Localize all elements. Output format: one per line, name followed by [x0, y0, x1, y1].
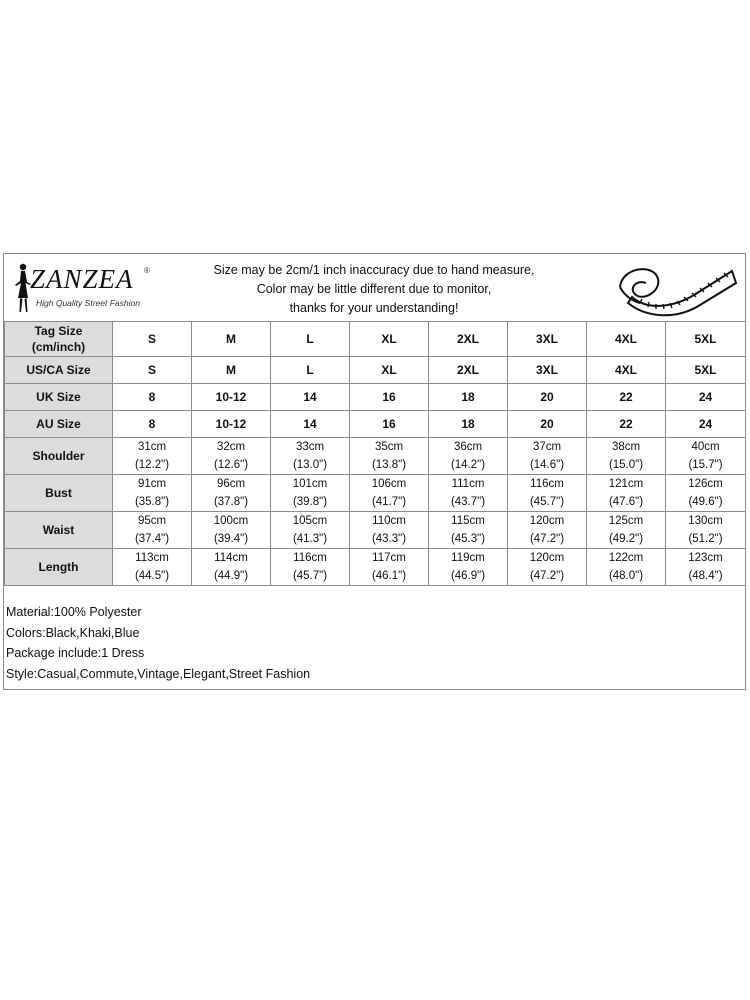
table-cell: 14 [271, 384, 350, 411]
table-cell: 14 [271, 411, 350, 438]
table-cell: 22 [587, 411, 666, 438]
table-cell: 120cm (47.2") [508, 512, 587, 549]
measurement-notice [164, 261, 584, 318]
measuring-tape-icon [614, 257, 738, 317]
table-cell: 95cm (37.4") [113, 512, 192, 549]
table-cell: 125cm (49.2") [587, 512, 666, 549]
table-cell: 16 [350, 411, 429, 438]
table-row [5, 438, 746, 475]
table-cell: 121cm (47.6") [587, 475, 666, 512]
table-row [5, 512, 746, 549]
table-cell: 96cm (37.8") [192, 475, 271, 512]
table-cell: 37cm (14.6") [508, 438, 587, 475]
table-cell: 33cm (13.0") [271, 438, 350, 475]
table-cell: 120cm (47.2") [508, 549, 587, 586]
table-cell: 126cm (49.6") [666, 475, 746, 512]
table-row [5, 411, 746, 438]
table-cell: S [113, 357, 192, 384]
table-cell: L [271, 322, 350, 357]
row-header-tag-size: Tag Size (cm/inch) [5, 322, 113, 357]
table-cell: 123cm (48.4") [666, 549, 746, 586]
table-cell: 31cm (12.2") [113, 438, 192, 475]
table-cell: 20 [508, 411, 587, 438]
table-cell: 8 [113, 384, 192, 411]
row-header-uk-size: UK Size [5, 384, 113, 411]
row-header-shoulder: Shoulder [5, 438, 113, 475]
table-cell: 20 [508, 384, 587, 411]
table-cell: 24 [666, 384, 746, 411]
table-cell: 18 [429, 411, 508, 438]
table-cell: 116cm (45.7") [508, 475, 587, 512]
product-info [6, 602, 310, 684]
table-cell: 100cm (39.4") [192, 512, 271, 549]
chart-header [4, 254, 745, 322]
table-row [5, 549, 746, 586]
brand-tagline: High Quality Street Fashion [36, 298, 140, 308]
notice-line: Color may be little different due to monitor, [256, 282, 492, 296]
table-cell: 113cm (44.5") [113, 549, 192, 586]
table-cell: 36cm (14.2") [429, 438, 508, 475]
registered-mark: ® [144, 266, 150, 275]
table-cell: 16 [350, 384, 429, 411]
table-row [5, 357, 746, 384]
table-cell: 122cm (48.0") [587, 549, 666, 586]
table-cell: 111cm (43.7") [429, 475, 508, 512]
table-cell: 2XL [429, 357, 508, 384]
table-cell: 117cm (46.1") [350, 549, 429, 586]
colors-text: Colors:Black,Khaki,Blue [6, 625, 140, 640]
row-header-us-ca-size: US/CA Size [5, 357, 113, 384]
table-cell: 5XL [666, 322, 746, 357]
table-cell: 4XL [587, 357, 666, 384]
notice-line: Size may be 2cm/1 inch inaccuracy due to hand measure, [213, 263, 535, 277]
material-text: Material:100% Polyester [6, 605, 142, 619]
table-cell: 3XL [508, 322, 587, 357]
brand-name: ZANZEA [30, 264, 134, 294]
table-cell: 22 [587, 384, 666, 411]
table-cell: 10-12 [192, 384, 271, 411]
table-cell: 2XL [429, 322, 508, 357]
table-cell: 8 [113, 411, 192, 438]
table-cell: 91cm (35.8") [113, 475, 192, 512]
table-cell: 32cm (12.6") [192, 438, 271, 475]
row-header-waist: Waist [5, 512, 113, 549]
table-cell: XL [350, 322, 429, 357]
table-cell: 38cm (15.0") [587, 438, 666, 475]
table-row [5, 475, 746, 512]
size-table [4, 321, 746, 586]
table-cell: M [192, 357, 271, 384]
table-cell: 130cm (51.2") [666, 512, 746, 549]
brand-logo [8, 260, 158, 316]
table-cell: 110cm (43.3") [350, 512, 429, 549]
table-cell: 101cm (39.8") [271, 475, 350, 512]
table-cell: 18 [429, 384, 508, 411]
table-cell: 105cm (41.3") [271, 512, 350, 549]
table-row [5, 384, 746, 411]
table-cell: 35cm (13.8") [350, 438, 429, 475]
table-cell: 40cm (15.7") [666, 438, 746, 475]
table-cell: 24 [666, 411, 746, 438]
table-cell: 10-12 [192, 411, 271, 438]
table-cell: 116cm (45.7") [271, 549, 350, 586]
table-cell: L [271, 357, 350, 384]
row-header-length: Length [5, 549, 113, 586]
package-text: Package include:1 Dress [6, 646, 145, 660]
table-cell: 3XL [508, 357, 587, 384]
table-row [5, 322, 746, 357]
style-text: Style:Casual,Commute,Vintage,Elegant,Street Fashion [6, 666, 311, 681]
table-cell: 5XL [666, 357, 746, 384]
row-header-bust: Bust [5, 475, 113, 512]
table-cell: 119cm (46.9") [429, 549, 508, 586]
notice-line: thanks for your understanding! [289, 301, 459, 315]
table-cell: M [192, 322, 271, 357]
size-chart [3, 253, 746, 690]
row-header-au-size: AU Size [5, 411, 113, 438]
table-cell: S [113, 322, 192, 357]
table-cell: 106cm (41.7") [350, 475, 429, 512]
table-cell: 4XL [587, 322, 666, 357]
table-cell: XL [350, 357, 429, 384]
table-cell: 114cm (44.9") [192, 549, 271, 586]
table-cell: 115cm (45.3") [429, 512, 508, 549]
